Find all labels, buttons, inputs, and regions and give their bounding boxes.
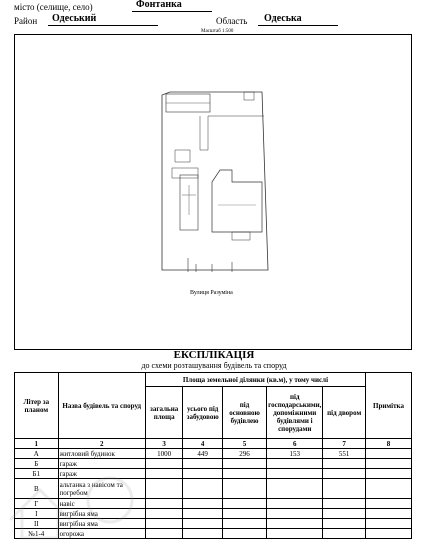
- cell-name: огорожа: [58, 529, 145, 539]
- scale-label: Масштаб 1:500: [201, 29, 234, 34]
- col-number: 1: [15, 439, 59, 449]
- cell-name: альтанка з навісом та погребом: [58, 479, 145, 499]
- cell-note: [365, 449, 411, 459]
- cell-letter: В: [15, 479, 59, 499]
- cell-total: 1000: [145, 449, 182, 459]
- cell-aux: 153: [267, 449, 323, 459]
- cell-name: гараж: [58, 459, 145, 469]
- header-letter: Літер за планом: [15, 373, 59, 439]
- city-value: Фонтанка: [136, 0, 182, 10]
- cell-name: житловий будинок: [58, 449, 145, 459]
- col-number: 6: [267, 439, 323, 449]
- cell-letter: І: [15, 509, 59, 519]
- cell-name: гараж: [58, 469, 145, 479]
- header-aux: під господарськими, допоміжними будівлями і спорудами: [267, 387, 323, 439]
- header-area-group: Площа земельної ділянки (кв.м), у тому числі: [145, 373, 365, 387]
- col-number: 8: [365, 439, 411, 449]
- col-number: 7: [323, 439, 366, 449]
- col-number: 2: [58, 439, 145, 449]
- col-number: 5: [222, 439, 266, 449]
- cell-letter: А: [15, 449, 59, 459]
- cell-letter: Б1: [15, 469, 59, 479]
- header-main: під основною будівлею: [222, 387, 266, 439]
- city-label: місто (селище, село): [14, 2, 93, 12]
- inner-fence: [200, 116, 264, 150]
- region-label: Область: [216, 16, 248, 26]
- cell-letter: Г: [15, 499, 59, 509]
- header-note: Примітка: [365, 373, 411, 439]
- cell-letter: №1-4: [15, 529, 59, 539]
- col-number: 3: [145, 439, 182, 449]
- cell-main: 296: [222, 449, 266, 459]
- cell-yard: 551: [323, 449, 366, 459]
- header-total: загальна площа: [145, 387, 182, 439]
- district-label: Район: [14, 16, 38, 26]
- district-value: Одеський: [52, 13, 97, 24]
- header-yard: під двором: [323, 387, 366, 439]
- house-a: [212, 170, 262, 232]
- explication-title: ЕКСПЛІКАЦІЯ: [173, 349, 255, 361]
- header-built: усього під забудовою: [183, 387, 223, 439]
- cell-name: вигрібна яма: [58, 519, 145, 529]
- col-number: 4: [183, 439, 223, 449]
- cell-built: 449: [183, 449, 223, 459]
- plot-boundary: [162, 92, 268, 270]
- cell-letter: Б: [15, 459, 59, 469]
- street-label: Вулиця Разуміна: [190, 290, 233, 296]
- cell-name: вигрібна яма: [58, 509, 145, 519]
- explication-subtitle: до схеми розташування будівель та споруд: [141, 361, 287, 370]
- watermark-graphic: [0, 440, 160, 544]
- cell-name: навіс: [58, 499, 145, 509]
- region-value: Одеська: [264, 13, 302, 24]
- header-name: Назва будівель та споруд: [58, 373, 145, 439]
- cell-letter: ІІ: [15, 519, 59, 529]
